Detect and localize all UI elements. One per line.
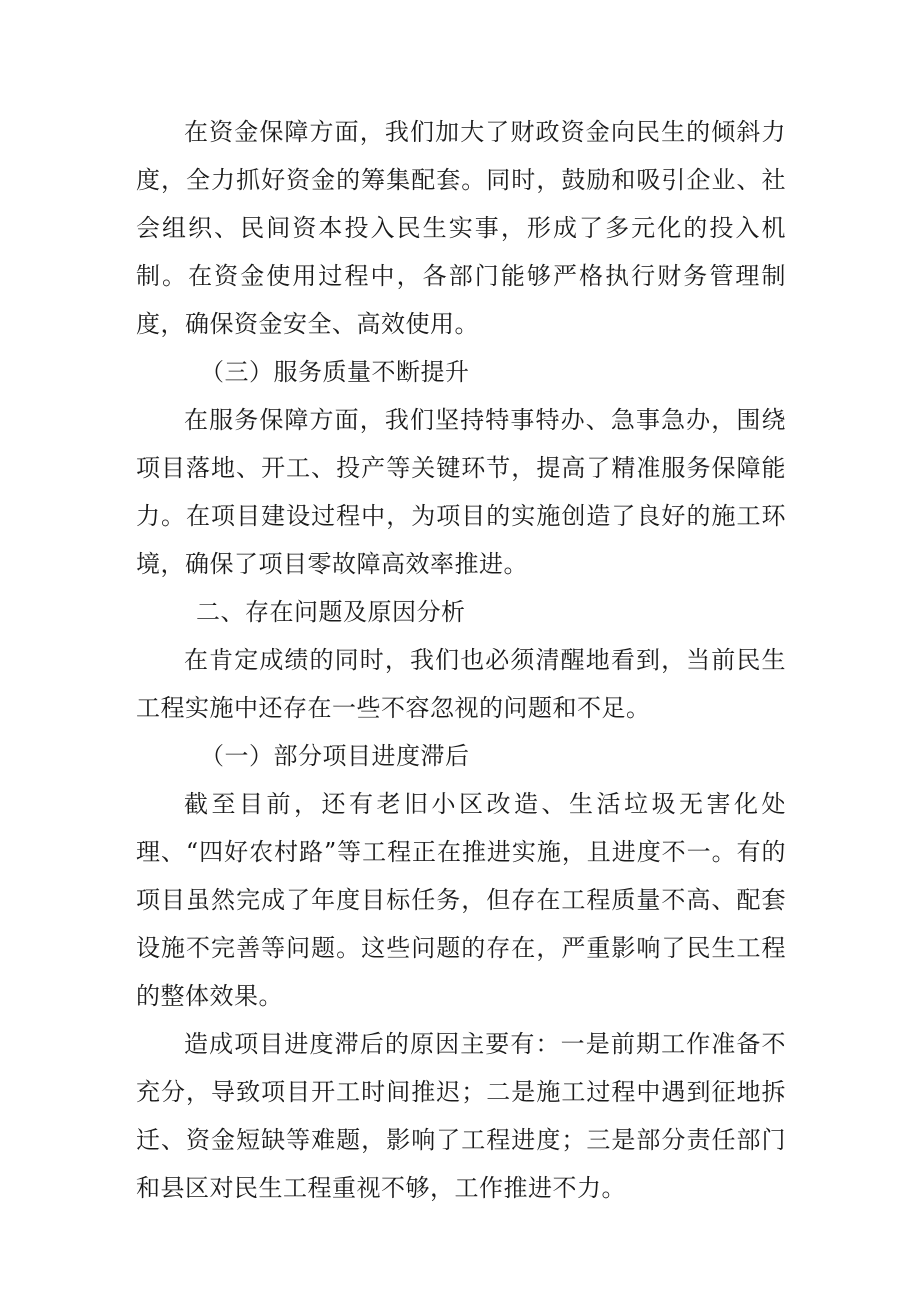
heading-project-delay: （一）部分项目进度滞后 xyxy=(200,742,470,770)
paragraph-funding-guarantee: 在资金保障方面，我们加大了财政资金向民生的倾斜力度，全力抓好资金的筹集配套。同时，鼓励和吸引企业、社会组织、民间资本投入民生实事，形成了多元化的投入机制。在资金使用过程中，各部门能够严格执行财务管理制度，确保资金安全、高效使用。 xyxy=(136,118,786,338)
heading-service-quality: （三）服务质量不断提升 xyxy=(200,358,470,386)
paragraph-service-guarantee: 在服务保障方面，我们坚持特事特办、急事急办，围绕项目落地、开工、投产等关键环节，提高了精准服务保障能力。在项目建设过程中，为项目的实施创造了良好的施工环境，确保了项目零故障高效率推进。 xyxy=(136,406,786,578)
paragraph-delay-causes: 造成项目进度滞后的原因主要有：一是前期工作准备不充分，导致项目开工时间推迟；二是施工过程中遇到征地拆迁、资金短缺等难题，影响了工程进度；三是部分责任部门和县区对民生工程重视不够，工作推进不力。 xyxy=(136,1030,786,1202)
heading-problems-analysis: 二、存在问题及原因分析 xyxy=(196,598,466,626)
paragraph-problems-intro: 在肯定成绩的同时，我们也必须清醒地看到，当前民生工程实施中还存在一些不容忽视的问题和不足。 xyxy=(136,646,786,722)
paragraph-project-delay: 截至目前，还有老旧小区改造、生活垃圾无害化处理、“四好农村路”等工程正在推进实施，且进度不一。有的项目虽然完成了年度目标任务，但存在工程质量不高、配套设施不完善等问题。这些问题的存在，严重影响了民生工程的整体效果。 xyxy=(136,790,786,1010)
document-body xyxy=(136,108,786,1212)
